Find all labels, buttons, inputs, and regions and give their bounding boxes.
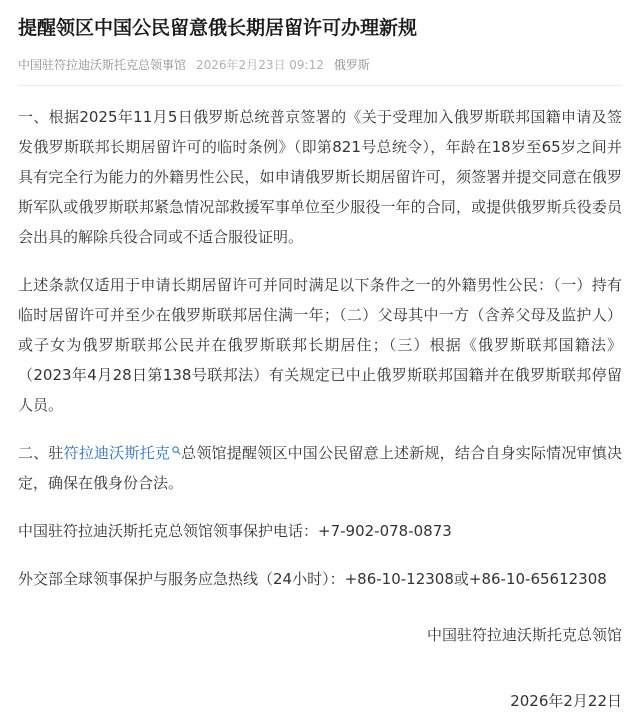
contact-consulate-line: 中国驻符拉迪沃斯托克总领馆领事保护电话：+7-902-078-0873 xyxy=(18,522,452,540)
article-meta xyxy=(18,56,622,73)
entity-link-vladivostok[interactable] xyxy=(64,444,181,462)
header-divider xyxy=(18,85,622,86)
article-body xyxy=(18,102,622,594)
paragraph-one: 一、根据2025年11月5日俄罗斯总统普京签署的《关于受理加入俄罗斯联邦国籍申请及签发俄罗斯联邦长期居留许可的临时条例》（即第821号总统令），年龄在18岁至65岁之间并具有完全行为能力的外籍男性公民，如申请俄罗斯长期居留许可，须签署并提交同意在俄罗斯军队或俄罗斯联邦紧急情况部救援军事单位至少服役一年的合同，或提供俄罗斯兵役委员会出具的解除兵役合同或不适合服役证明。 xyxy=(18,108,622,246)
search-icon[interactable] xyxy=(172,446,181,455)
paragraph-two: 上述条款仅适用于申请长期居留许可并同时满足以下条件之一的外籍男性公民：（一）持有临时居留许可并至少在俄罗斯联邦居住满一年；（二）父母其中一方（含养父母及监护人）或子女为俄罗斯联邦公民并在俄罗斯联邦长期居住；（三）根据《俄罗斯联邦国籍法》（2023年4月28日第138号联邦法）有关规定已中止俄罗斯联邦国籍并在俄罗斯联邦停留人员。 xyxy=(18,276,622,414)
paragraph-three-suffix: 总领馆提醒领区中国公民留意上述新规，结合自身实际情况审慎决定，确保在俄身份合法。 xyxy=(18,444,622,492)
signature-line: 中国驻符拉迪沃斯托克总领馆 xyxy=(426,626,622,644)
meta-location: 俄罗斯 xyxy=(333,58,370,72)
page-title: 提醒领区中国公民留意俄长期居留许可办理新规 xyxy=(18,17,418,39)
paragraph-three-prefix: 二、驻 xyxy=(18,444,64,462)
meta-timestamp: 2026年2月23日 09:12 xyxy=(196,58,324,72)
paragraph-three xyxy=(18,438,622,498)
entity-link-label: 符拉迪沃斯托克 xyxy=(63,444,171,462)
contact-hotline-line: 外交部全球领事保护与服务应急热线（24小时）：+86-10-12308或+86-10-65612308 xyxy=(18,570,607,588)
meta-source: 中国驻符拉迪沃斯托克总领事馆 xyxy=(18,58,187,72)
date-line: 2026年2月22日 xyxy=(510,692,622,710)
